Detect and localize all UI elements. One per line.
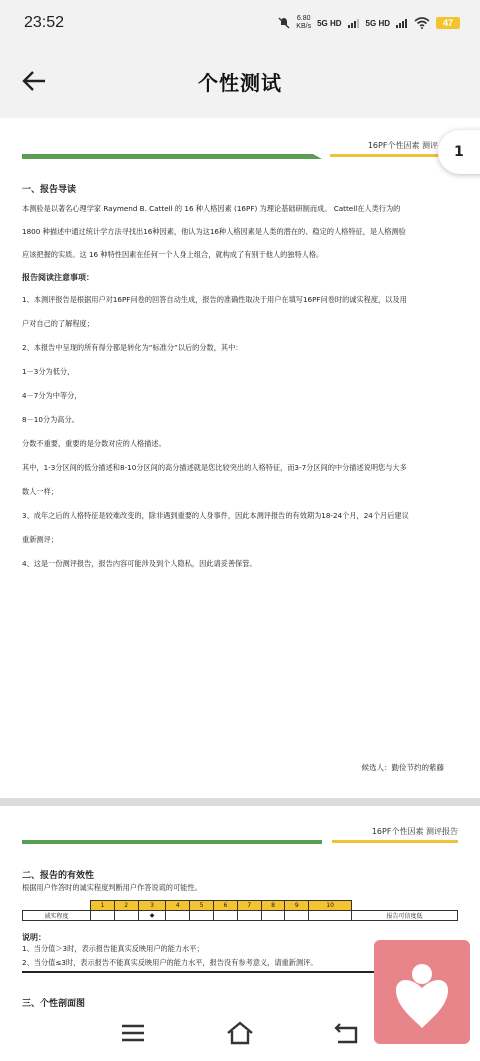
mute-icon — [278, 17, 290, 29]
note-line: 3、成年之后的人格特征是较难改变的，除非遇到重要的人身事件，因此本测评报告的有效期为18-24个月，24个月后建议 — [22, 511, 409, 520]
notes-title: 报告阅读注意事项： — [22, 273, 94, 282]
intro-line: 本测验是以著名心理学家 Raymend B. Cattell 的 16 种人格因素 (16PF) 为理论基础研制而成。 Cattell在人类行为的 — [22, 204, 401, 213]
section2-subtitle: 根据用户作答时的诚实程度判断用户作答说谎的可能性。 — [22, 883, 202, 892]
header-rule-yellow — [332, 840, 458, 843]
signal-bars-icon — [396, 18, 408, 28]
intro-line: 应该把握的实质。这 16 种特性因素在任何一个人身上组合，就构成了有别于他人的独特人格。 — [22, 250, 324, 259]
signal-bars-icon — [348, 18, 360, 28]
network-speed: 6.80 KB/s — [296, 15, 312, 30]
app-bar — [0, 50, 480, 118]
menu-icon[interactable] — [118, 1020, 148, 1046]
scale-cell: 6 — [214, 901, 238, 911]
scale-cell: 7 — [237, 901, 261, 911]
scale-cell: 8 — [261, 901, 285, 911]
note-line: 重新测评； — [22, 535, 58, 544]
running-head: 16PF个性因素 测评报告 — [371, 827, 458, 836]
candidate-signature: 候选人：勤俭节约的紫藤 — [361, 763, 444, 772]
scale-cell: 4 — [166, 901, 190, 911]
section3-title: 三、个性剖面图 — [22, 999, 86, 1009]
battery-indicator: 47 — [436, 17, 460, 29]
scale-cell: 10 — [309, 901, 352, 911]
report-page-1[interactable] — [0, 118, 480, 798]
running-head: 16PF个性因素 测评 — [367, 141, 438, 150]
explain-line: 1、当分值＞3时，表示报告能真实反映用户的能力水平； — [22, 944, 204, 953]
section1-title: 一、报告导读 — [22, 185, 77, 195]
scale-cell: 2 — [114, 901, 138, 911]
back-nav-icon[interactable] — [332, 1020, 362, 1046]
status-icons — [278, 15, 460, 31]
home-icon[interactable] — [225, 1020, 255, 1046]
status-bar — [0, 0, 480, 50]
scale-cell: 5 — [190, 901, 214, 911]
scale-cell: 3 — [138, 901, 166, 911]
score-range-mid: 4－7分为中等分， — [22, 391, 82, 400]
note-line: 4、这是一份测评报告，报告内容可能涉及到个人隐私，因此请妥善保管。 — [22, 559, 257, 568]
page-title: 个性测试 — [198, 71, 282, 95]
note-line: 户对自己的了解程度； — [22, 319, 94, 328]
scale-cell: 1 — [91, 901, 115, 911]
validity-table — [22, 900, 458, 921]
explain-line: 2、当分值≤3时，表示报告不能真实反映用户的能力水平，报告没有参考意义，请重新测评。 — [22, 958, 318, 967]
signal-1-label: 5G HD — [317, 18, 342, 28]
row-label: 诚实程度 — [23, 911, 91, 921]
score-range-low: 1－3分为低分， — [22, 367, 75, 376]
page-separator — [0, 798, 480, 806]
score-range-high: 8－10分为高分。 — [22, 415, 79, 424]
section2-title: 二、报告的有效性 — [22, 871, 95, 881]
header-rule-yellow — [330, 154, 440, 157]
intro-line: 1800 种描述中通过统计学方法寻找出16种因素，他认为这16种人格因素是人类的潜在的、稳定的人格特征，是人格测验 — [22, 227, 406, 236]
note-line: 2、本报告中呈现的所有得分都是转化为“标准分”以后的分数，其中： — [22, 343, 243, 352]
score-marker: ◆ — [138, 911, 166, 921]
page-number-badge[interactable]: 1 — [438, 130, 480, 174]
wifi-icon — [414, 17, 430, 29]
status-time: 23:52 — [24, 14, 65, 31]
note-line: 1、本测评报告是根据用户对16PF问卷的回答自动生成，报告的准确性取决于用户在填写16PF问卷时的诚实程度，以及用 — [22, 295, 407, 304]
score-note: 分数不重要，重要的是分数对应的人格描述。 — [22, 439, 166, 448]
note-line: 其中，1-3分区间的低分描述和8-10分区间的高分描述就是您比较突出的人格特征，而3-7分区间的中分描述说明您与大多 — [22, 463, 407, 472]
validity-verdict: 报告可信度低 — [352, 911, 458, 921]
signal-2-label: 5G HD — [365, 18, 390, 28]
explain-title: 说明： — [22, 933, 46, 942]
note-line: 数人一样； — [22, 487, 58, 496]
scale-cell: 9 — [285, 901, 309, 911]
system-nav-bar — [0, 1008, 480, 1061]
header-rule-green — [22, 840, 322, 844]
header-rule-green — [22, 154, 322, 159]
